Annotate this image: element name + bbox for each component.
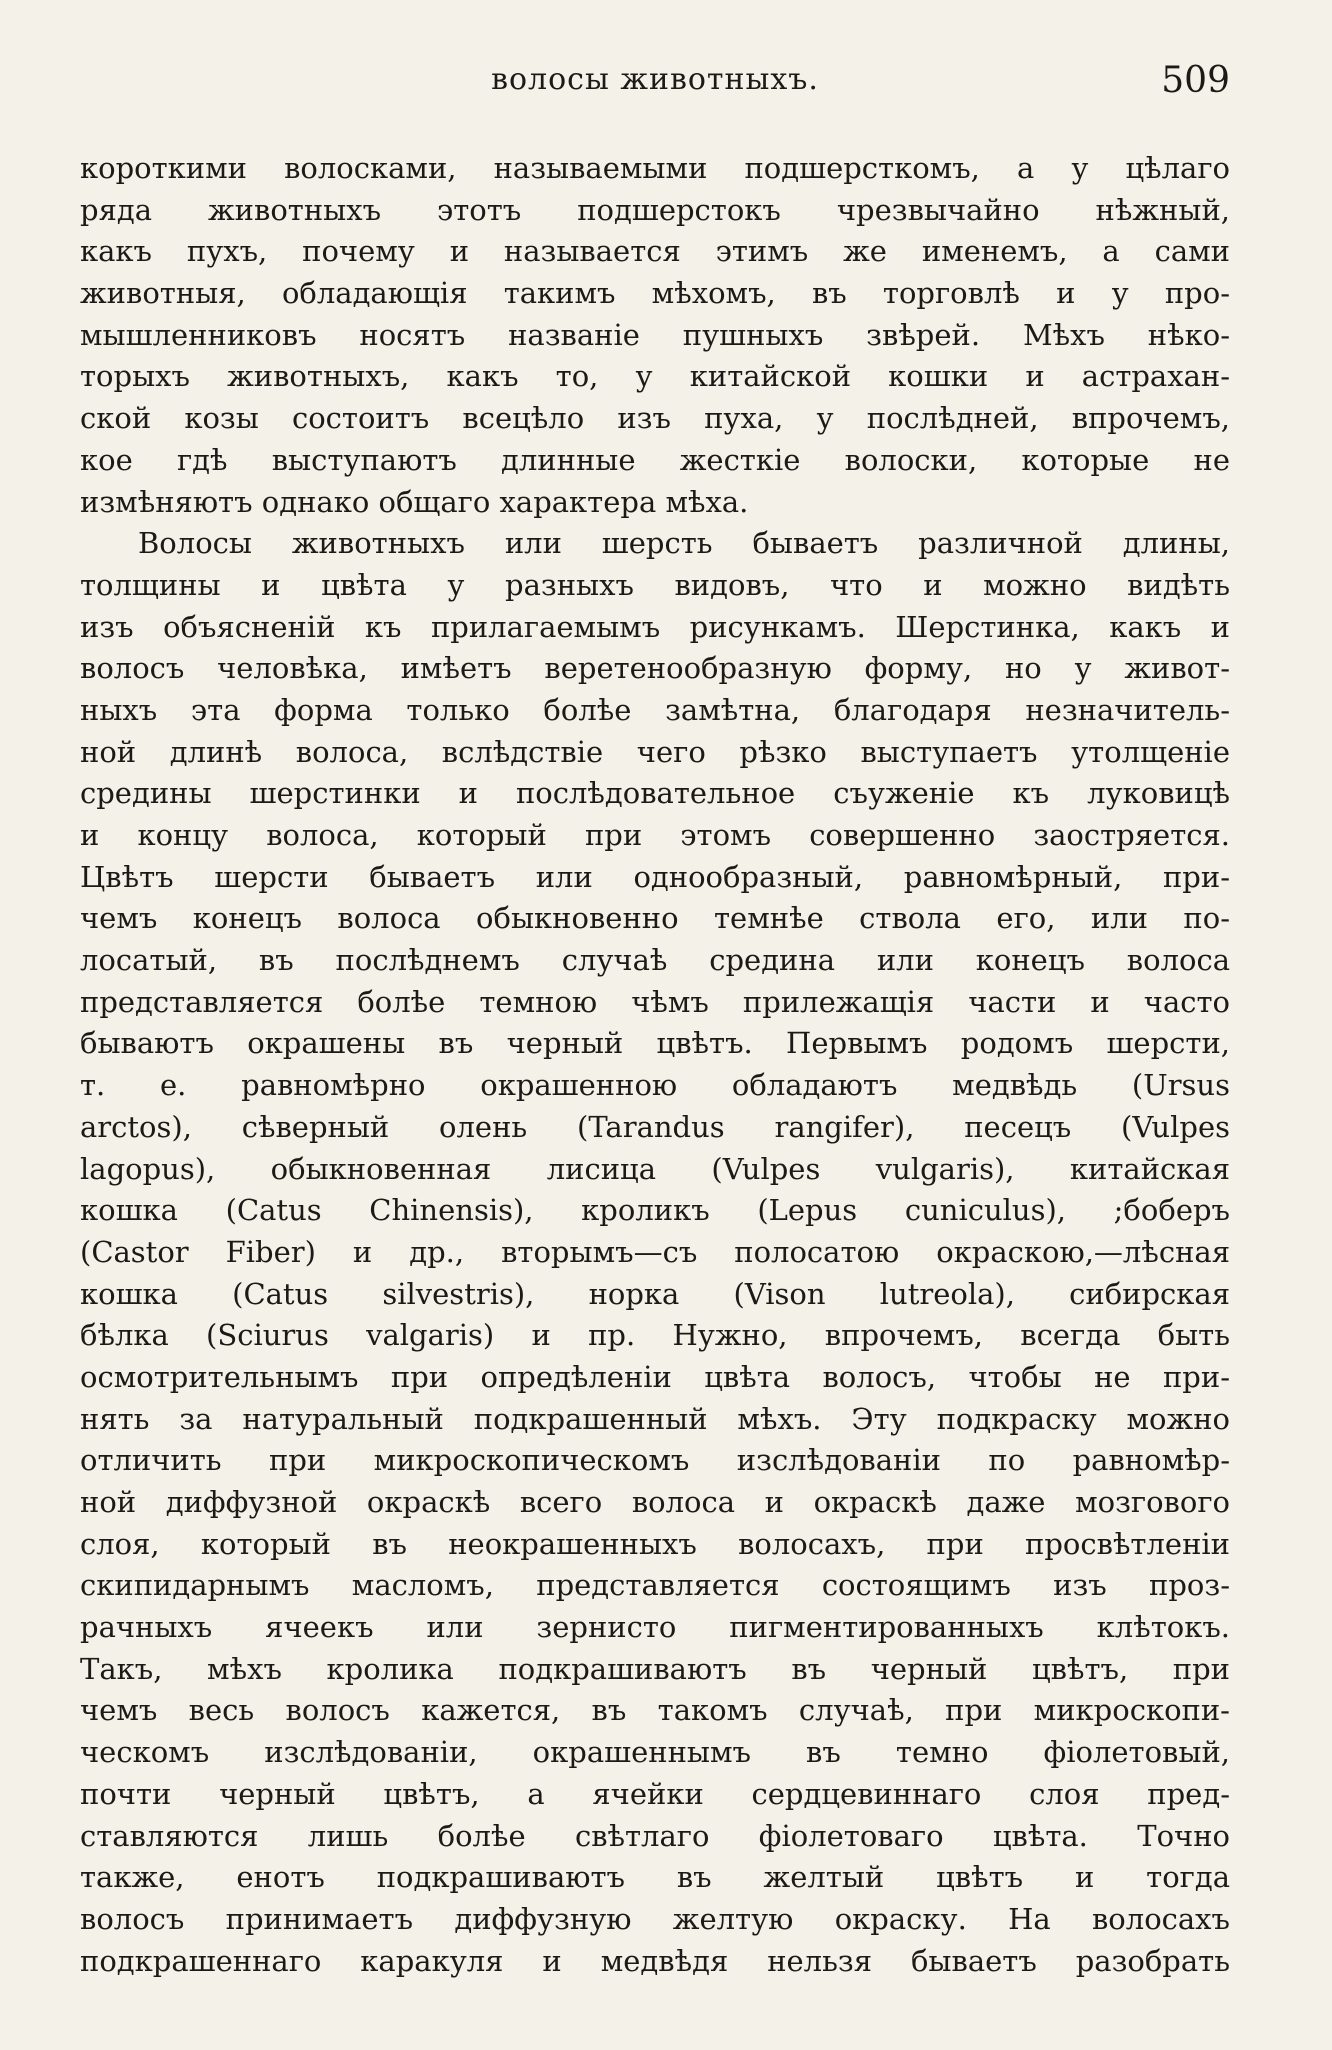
text-line: чемъ весь волосъ кажется, въ такомъ случаѣ, при микроскопи-: [80, 1693, 1230, 1728]
text-line: почти черный цвѣтъ, а ячейки сердцевиннаго слоя пред-: [80, 1776, 1230, 1811]
text-line: ской козы состоитъ всецѣло изъ пуха, у послѣдней, впрочемъ,: [80, 401, 1230, 436]
text-line: ставляются лишь болѣе свѣтлаго фіолетоваго цвѣта. Точно: [80, 1818, 1230, 1853]
text-line: толщины и цвѣта у разныхъ видовъ, что и можно видѣть: [80, 567, 1230, 602]
text-line: торыхъ животныхъ, какъ то, у китайской кошки и астрахан-: [80, 359, 1230, 394]
text-line: волосъ человѣка, имѣетъ веретенообразную форму, но у живот-: [80, 651, 1230, 686]
text-line: какъ пухъ, почему и называется этимъ же именемъ, а сами: [80, 234, 1230, 269]
text-line: кошка (Catus Chinensis), кроликъ (Lepus cuniculus), ;боберъ: [80, 1193, 1230, 1228]
text-line: Цвѣтъ шерсти бываетъ или однообразный, равномѣрный, при-: [80, 859, 1230, 894]
text-line: животныя, обладающія такимъ мѣхомъ, въ торговлѣ и у про-: [80, 276, 1230, 311]
text-line: и концу волоса, который при этомъ совершенно заостряется.: [80, 818, 1230, 852]
text-line: ряда животныхъ этотъ подшерстокъ чрезвычайно нѣжный,: [80, 192, 1230, 227]
text-line: arctos), сѣверный олень (Tarandus rangifer), песецъ (Vulpes: [80, 1109, 1230, 1144]
text-line: т. е. равномѣрно окрашенною обладаютъ медвѣдь (Ursus: [80, 1068, 1230, 1103]
text-line: слоя, который въ неокрашенныхъ волосахъ, при просвѣтленіи: [80, 1526, 1230, 1561]
paragraph: [80, 148, 1230, 523]
text-line: скипидарнымъ масломъ, представляется состоящимъ изъ проз-: [80, 1568, 1230, 1603]
text-line: осмотрительнымъ при опредѣленіи цвѣта волосъ, чтобы не при-: [80, 1359, 1230, 1394]
text-line: изъ объясненій къ прилагаемымъ рисункамъ. Шерстинка, какъ и: [80, 609, 1230, 644]
text-line: мышленниковъ носятъ названіе пушныхъ звѣрей. Мѣхъ нѣко-: [80, 317, 1230, 352]
text-line: короткими волосками, называемыми подшерсткомъ, а у цѣлаго: [80, 151, 1230, 185]
text-line: волосъ принимаетъ диффузную желтую окраску. На волосахъ: [80, 1901, 1230, 1936]
text-line: Волосы животныхъ или шерсть бываетъ различной длины,: [138, 526, 1230, 561]
text-line: Такъ, мѣхъ кролика подкрашиваютъ въ черный цвѣтъ, при: [80, 1651, 1230, 1686]
text-line: измѣняютъ однако общаго характера мѣха.: [80, 484, 749, 519]
text-line: кое гдѣ выступаютъ длинные жесткіе волоски, которые не: [80, 442, 1230, 477]
running-title: волосы животныхъ.: [491, 62, 819, 97]
text-line: чемъ конецъ волоса обыкновенно темнѣе ствола его, или по-: [80, 901, 1230, 936]
text-line: отличить при микроскопическомъ изслѣдованіи по равномѣр-: [80, 1443, 1230, 1478]
text-line: бѣлка (Sciurus valgaris) и пр. Нужно, впрочемъ, всегда быть: [80, 1318, 1230, 1353]
text-line: рачныхъ ячеекъ или зернисто пигментированныхъ клѣтокъ.: [80, 1610, 1230, 1645]
text-line: ной диффузной окраскѣ всего волоса и окраскѣ даже мозгового: [80, 1485, 1230, 1519]
text-line: lagopus), обыкновенная лисица (Vulpes vulgaris), китайская: [80, 1151, 1230, 1186]
text-line: лосатый, въ послѣднемъ случаѣ средина или конецъ волоса: [80, 943, 1230, 978]
text-line: нять за натуральный подкрашенный мѣхъ. Эту подкраску можно: [80, 1401, 1230, 1436]
body-text: [80, 148, 1230, 1982]
text-line: ческомъ изслѣдованіи, окрашеннымъ въ темно фіолетовый,: [80, 1735, 1230, 1770]
text-line: средины шерстинки и послѣдовательное съуженіе къ луковицѣ: [80, 776, 1230, 811]
running-header: [80, 62, 1230, 106]
text-line: бываютъ окрашены въ черный цвѣтъ. Первымъ родомъ шерсти,: [80, 1026, 1230, 1061]
text-line: представляется болѣе темною чѣмъ прилежащія части и часто: [80, 984, 1230, 1019]
page-number: 509: [1161, 60, 1230, 101]
text-line: также, енотъ подкрашиваютъ въ желтый цвѣтъ и тогда: [80, 1860, 1230, 1895]
paragraph: [80, 523, 1230, 1982]
text-line: ныхъ эта форма только болѣе замѣтна, благодаря незначитель-: [80, 692, 1230, 727]
text-line: ной длинѣ волоса, вслѣдствіе чего рѣзко выступаетъ утолщеніе: [80, 734, 1230, 769]
text-line: подкрашеннаго каракуля и медвѣдя нельзя бываетъ разобрать: [80, 1943, 1230, 1978]
text-line: (Castor Fiber) и др., вторымъ—съ полосатою окраскою,—лѣсная: [80, 1234, 1230, 1269]
text-line: кошка (Catus silvestris), норка (Vison lutreola), сибирская: [80, 1276, 1230, 1311]
